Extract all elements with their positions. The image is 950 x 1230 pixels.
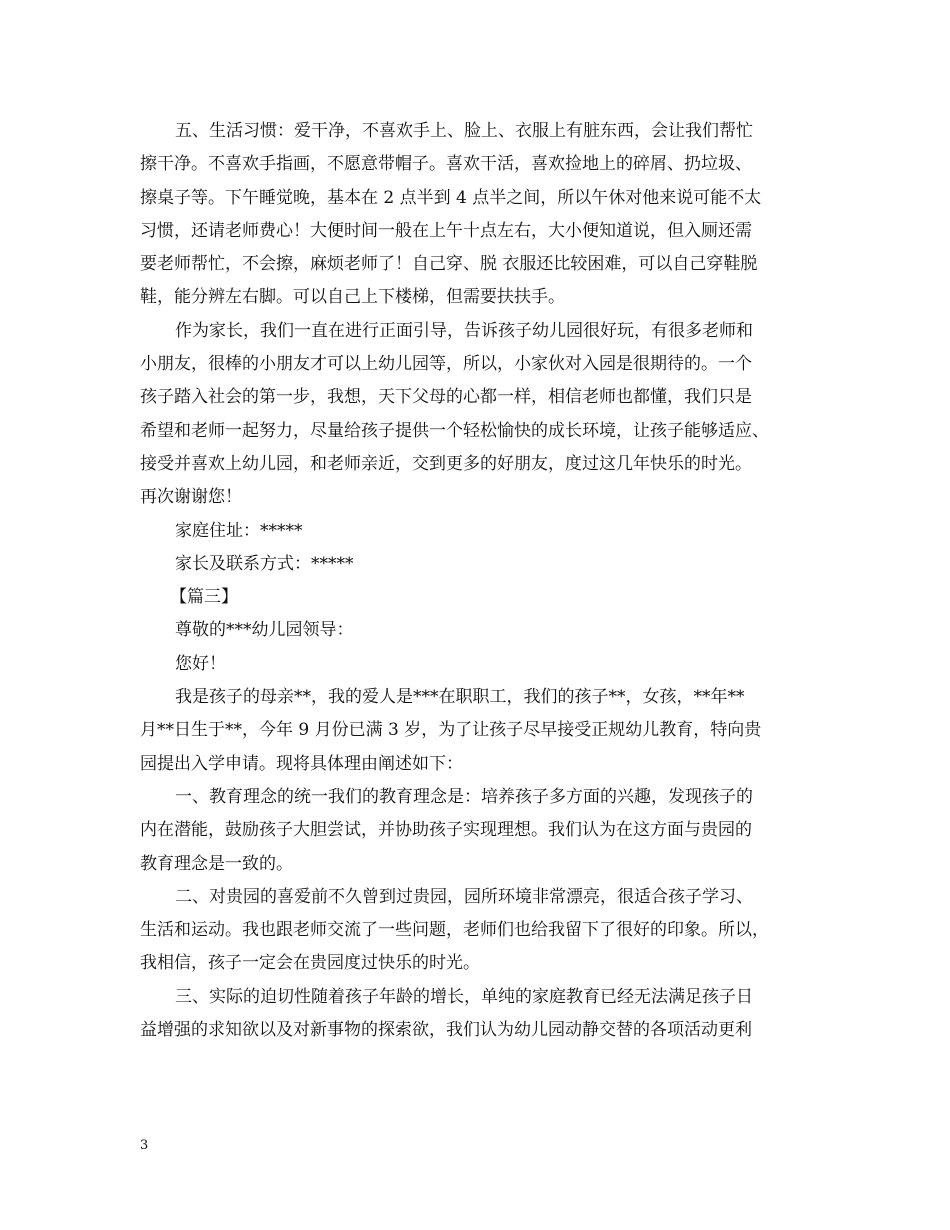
salutation-line: 尊敬的***幼儿园领导： — [175, 620, 354, 641]
paragraph-line: 鞋，能分辨左右脚。可以自己上下楼梯，但需要扶扶手。 — [140, 287, 565, 308]
paragraph-line: 希望和老师一起努力，尽量给孩子提供一个轻松愉快的成长环境，让孩子能够适应、 — [140, 420, 769, 441]
paragraph-line: 生活和运动。我也跟老师交流了一些问题，老师们也给我留下了很好的印象。所以， — [140, 920, 769, 941]
paragraph-line: 一、教育理念的统一我们的教育理念是：培养孩子多方面的兴趣，发现孩子的 — [175, 786, 753, 807]
document-body — [140, 115, 830, 1047]
contact-line: 家长及联系方式：***** — [175, 553, 354, 574]
paragraph-line: 内在潜能，鼓励孩子大胆尝试，并协助孩子实现理想。我们认为在这方面与贵园的 — [140, 820, 752, 841]
paragraph-line: 要老师帮忙，不会擦，麻烦老师了！自己穿、脱 衣服还比较困难，可以自己穿鞋脱 — [140, 254, 758, 275]
paragraph-line: 五、生活习惯：爱干净，不喜欢手上、脸上、衣服上有脏东西，会让我们帮忙 — [175, 121, 753, 141]
paragraph-line: 月**日生于**，今年 9 月份已满 3 岁，为了让孩子尽早接受正规幼儿教育，特向贵 — [140, 720, 762, 741]
paragraph-line: 二、对贵园的喜爱前不久曾到过贵园，园所环境非常漂亮，很适合孩子学习、 — [175, 886, 753, 907]
paragraph-line: 益增强的求知欲以及对新事物的探索欲，我们认为幼儿园动静交替的各项活动更利 — [140, 1020, 752, 1041]
paragraph-line: 我是孩子的母亲**，我的爱人是***在职职工，我们的孩子**，女孩，**年** — [175, 687, 745, 708]
paragraph-line: 孩子踏入社会的第一步，我想，天下父母的心都一样，相信老师也都懂，我们只是 — [140, 387, 752, 408]
paragraph-line: 习惯，还请老师费心！大便时间一般在上午十点左右，大小便知道说，但入厕还需 — [140, 220, 752, 241]
section-heading: 【篇三】 — [170, 587, 238, 608]
paragraph-line: 教育理念是一致的。 — [140, 853, 293, 874]
paragraph-line: 接受并喜欢上幼儿园，和老师亲近，交到更多的好朋友，度过这几年快乐的时光。 — [140, 453, 752, 474]
paragraph-line: 三、实际的迫切性随着孩子年龄的增长，单纯的家庭教育已经无法满足孩子日 — [175, 986, 753, 1007]
paragraph-line: 园提出入学申请。现将具体理由阐述如下： — [140, 753, 463, 774]
paragraph-line: 作为家长，我们一直在进行正面引导，告诉孩子幼儿园很好玩，有很多老师和 — [175, 320, 753, 341]
paragraph-line: 擦干净。不喜欢手指画，不愿意带帽子。喜欢干活，喜欢捡地上的碎屑、扔垃圾、 — [140, 154, 752, 175]
paragraph-line: 擦桌子等。下午睡觉晚，基本在 2 点半到 4 点半之间，所以午休对他来说可能不太 — [140, 187, 762, 208]
address-line: 家庭住址：***** — [175, 520, 303, 541]
page-number: 3 — [140, 1138, 149, 1153]
paragraph-line: 小朋友，很棒的小朋友才可以上幼儿园等，所以，小家伙对入园是很期待的。一个 — [140, 354, 752, 375]
paragraph-line: 再次谢谢您！ — [140, 487, 242, 508]
paragraph-line: 我相信，孩子一定会在贵园度过快乐的时光。 — [140, 953, 480, 974]
greeting-line: 您好！ — [175, 653, 226, 674]
